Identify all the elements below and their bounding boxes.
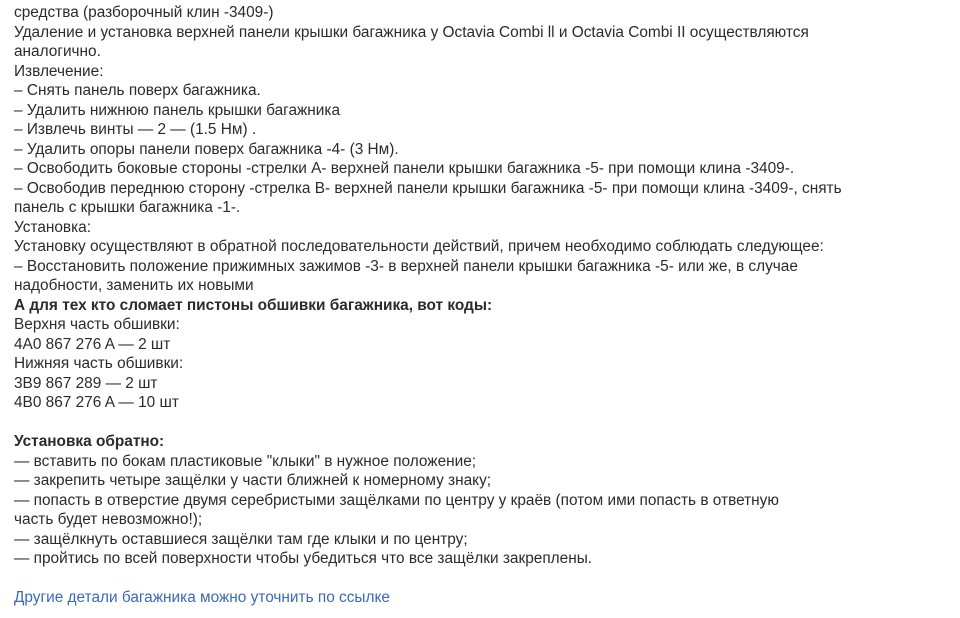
text-line: – Удалить опоры панели поверх багажника -4- (3 Нм). (14, 140, 399, 158)
other-parts-link[interactable]: Другие детали багажника можно уточнить по ссылке (14, 589, 390, 606)
upper-trim-code: 4A0 867 276 A — 2 шт (14, 335, 171, 353)
text-line: Извлечение: (14, 62, 104, 80)
text-line: средства (разборочный клин -3409-) (14, 4, 274, 21)
text-line: Установка: (14, 218, 92, 236)
install-back-section (14, 432, 950, 569)
install-step: — пройтись по всей поверхности чтобы убедиться что все защёлки закреплены. (14, 550, 593, 567)
text-line: панель с крышки багажника -1-. (14, 199, 241, 216)
text-line: – Освободив переднюю сторону -стрелка В- верхней панели крышки багажника -5- при помощи клина -3409-, снять (14, 179, 842, 197)
text-line: – Восстановить положение прижимных зажимов -3- в верхней панели крышки багажника -5- или же, в случае (14, 257, 798, 275)
text-line: – Извлечь винты — 2 — (1.5 Нм) . (14, 121, 257, 138)
text-line: – Освободить боковые стороны -стрелки А- верхней панели крышки багажника -5- при помощи клина -3409-. (14, 160, 795, 177)
text-line: – Удалить нижнюю панель крышки багажника (14, 101, 341, 119)
install-step: — защёлкнуть оставшиеся защёлки там где клыки и по центру; (14, 530, 468, 548)
install-step: — закрепить четыре защёлки у части ближней к номерному знаку; (14, 472, 492, 489)
install-step: — вставить по бокам пластиковые "клыки" в нужное положение; (14, 452, 477, 470)
install-step: — попасть в отверстие двумя серебристыми защёлками по центру у краёв (потом ими попасть в ответную (14, 491, 779, 509)
install-back-heading: Установка обратно: (14, 433, 165, 450)
lower-trim-label: Нижняя часть обшивки: (14, 355, 184, 372)
lower-trim-code: 3B9 867 289 — 2 шт (14, 374, 158, 392)
text-line: аналогично. (14, 43, 101, 60)
spacer (14, 413, 950, 433)
spacer (14, 569, 950, 589)
codes-heading: А для тех кто сломает пистоны обшивки багажника, вот коды: (14, 296, 493, 314)
part-codes (14, 296, 950, 413)
install-step: часть будет невозможно!); (14, 511, 203, 528)
text-line: надобности, заменить их новыми (14, 277, 254, 294)
text-line: – Снять панель поверх багажника. (14, 82, 261, 99)
text-line: Установку осуществляют в обратной последовательности действий, причем необходимо соблюдать следующее: (14, 238, 824, 255)
removal-instructions (14, 3, 950, 296)
upper-trim-label: Верхня часть обшивки: (14, 316, 180, 333)
text-line: Удаление и установка верхней панели крышки багажника у Octavia Combi ll и Octavia Combi II осуществляются (14, 23, 809, 41)
lower-trim-code: 4B0 867 276 A — 10 шт (14, 394, 179, 411)
article-body (14, 3, 950, 608)
